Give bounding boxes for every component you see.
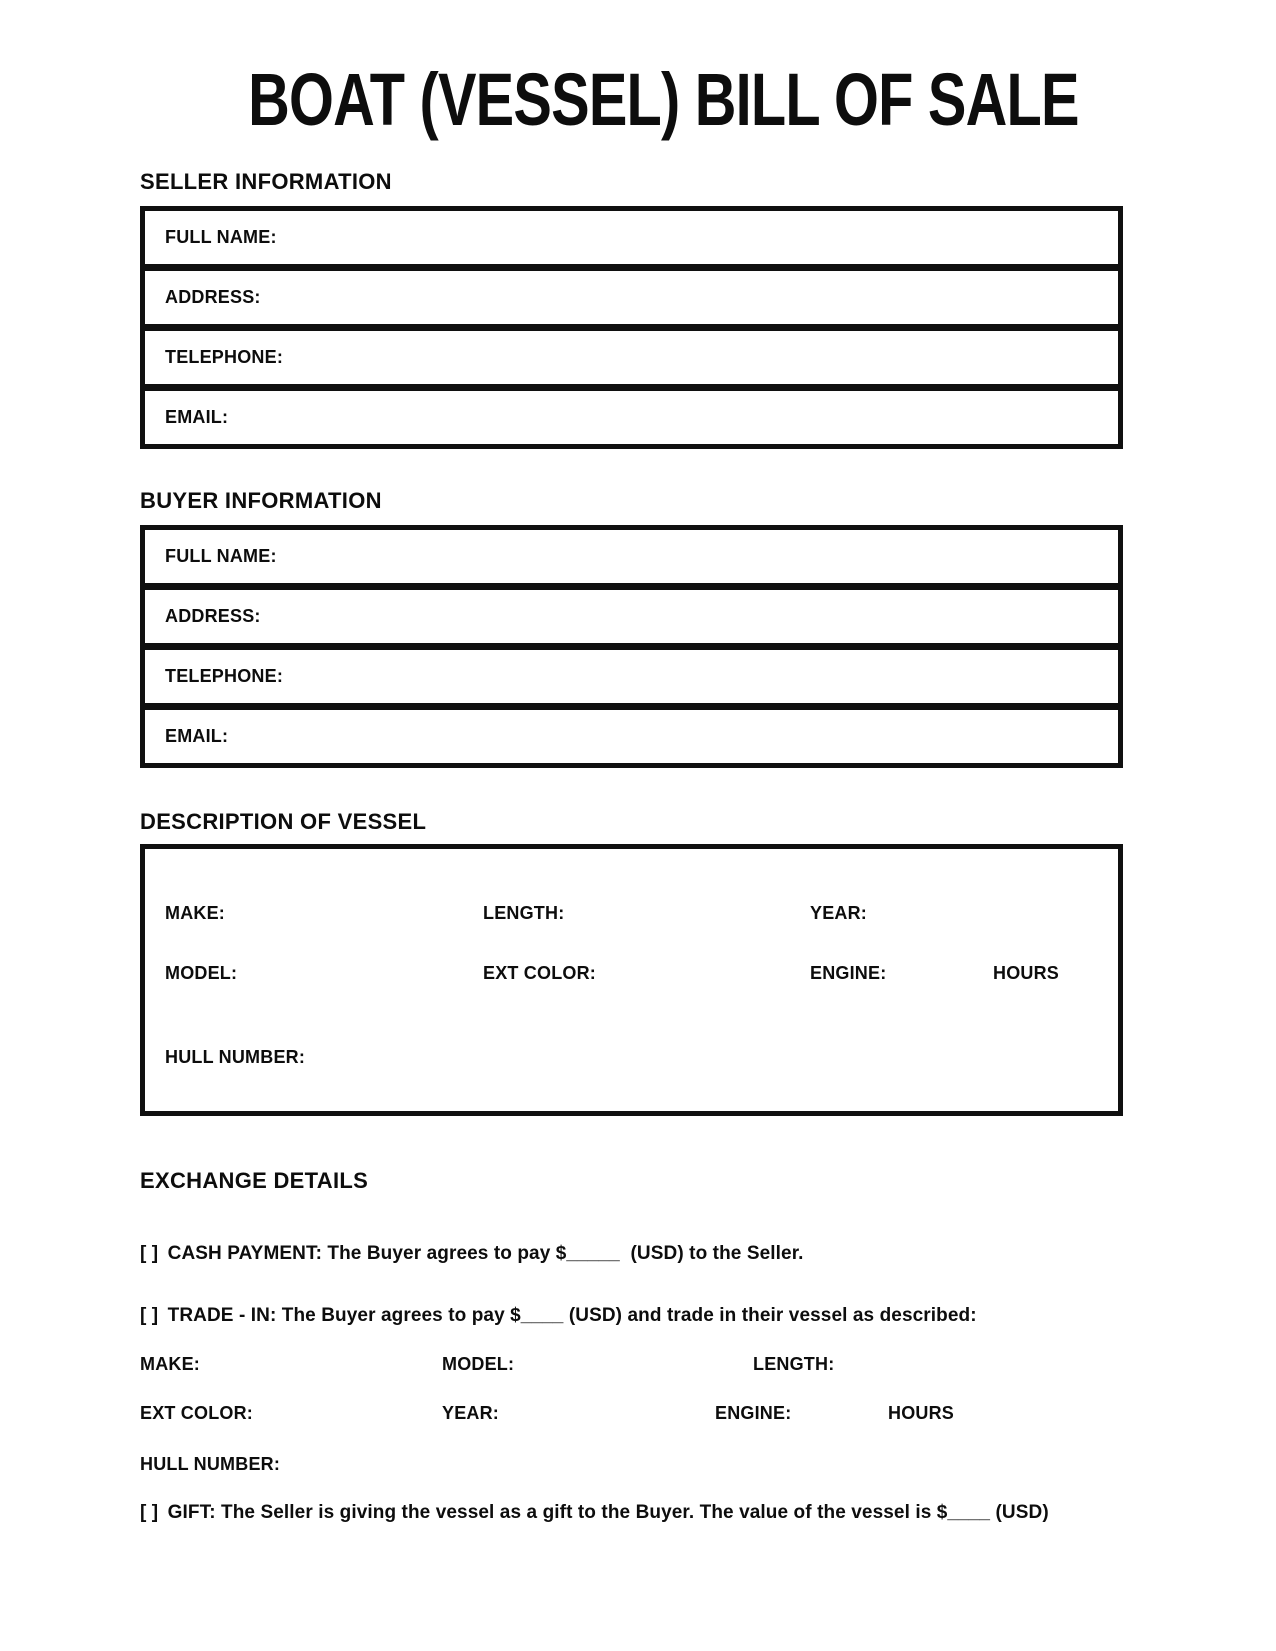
seller-email-label: EMAIL: [165, 407, 229, 427]
cash-payment-text: CASH PAYMENT: The Buyer agrees to pay $_____ (USD) to the Seller. [167, 1243, 804, 1264]
vessel-year-label: YEAR: [810, 903, 868, 923]
seller-section-heading: SELLER INFORMATION [140, 169, 392, 194]
seller-address-label: ADDRESS: [165, 287, 261, 307]
vessel-ext-color-label: EXT COLOR: [483, 963, 596, 983]
vessel-model-label: MODEL: [165, 963, 238, 983]
trade-year-label: YEAR: [442, 1403, 500, 1423]
buyer-telephone-label: TELEPHONE: [165, 666, 284, 686]
trade-hours-label: HOURS [888, 1403, 955, 1423]
trade-in-option [140, 1305, 1123, 1327]
buyer-full-name-label: FULL NAME: [165, 546, 277, 566]
page-title: BOAT (VESSEL) BILL OF SALE [248, 58, 1079, 141]
seller-fields [140, 206, 1123, 449]
vessel-hours-label: HOURS [993, 963, 1060, 983]
document-content [140, 0, 1123, 1524]
trade-in-checkbox[interactable]: [ ] [140, 1305, 159, 1326]
buyer-full-name-field[interactable] [140, 525, 1123, 588]
trade-ext-color-label: EXT COLOR: [140, 1403, 253, 1423]
trade-vessel-row-2 [140, 1402, 1123, 1424]
seller-email-field[interactable] [140, 386, 1123, 449]
buyer-fields [140, 525, 1123, 768]
trade-length-label: LENGTH: [753, 1354, 835, 1374]
trade-hull-number-label: HULL NUMBER: [140, 1454, 281, 1474]
trade-make-label: MAKE: [140, 1354, 200, 1374]
cash-payment-checkbox[interactable]: [ ] [140, 1243, 159, 1264]
vessel-make-label: MAKE: [165, 903, 225, 923]
gift-option [140, 1502, 1123, 1524]
buyer-section-heading: BUYER INFORMATION [140, 488, 382, 513]
buyer-address-label: ADDRESS: [165, 606, 261, 626]
trade-engine-label: ENGINE: [715, 1403, 792, 1423]
trade-vessel-row-3 [140, 1453, 1123, 1475]
cash-payment-option [140, 1243, 1123, 1265]
vessel-length-label: LENGTH: [483, 903, 565, 923]
buyer-email-field[interactable] [140, 705, 1123, 768]
vessel-section-heading: DESCRIPTION OF VESSEL [140, 809, 427, 834]
buyer-telephone-field[interactable] [140, 645, 1123, 708]
vessel-hull-number-label: HULL NUMBER: [165, 1047, 306, 1067]
seller-telephone-label: TELEPHONE: [165, 347, 284, 367]
vessel-description-box[interactable] [140, 844, 1123, 1116]
buyer-address-field[interactable] [140, 585, 1123, 648]
seller-address-field[interactable] [140, 266, 1123, 329]
seller-full-name-field[interactable] [140, 206, 1123, 269]
buyer-email-label: EMAIL: [165, 726, 229, 746]
gift-checkbox[interactable]: [ ] [140, 1502, 159, 1523]
trade-vessel-row-1 [140, 1353, 1123, 1375]
exchange-section-heading: EXCHANGE DETAILS [140, 1168, 369, 1193]
trade-in-text: TRADE - IN: The Buyer agrees to pay $____ (USD) and trade in their vessel as described: [167, 1305, 977, 1326]
seller-telephone-field[interactable] [140, 326, 1123, 389]
seller-full-name-label: FULL NAME: [165, 227, 277, 247]
gift-text: GIFT: The Seller is giving the vessel as a gift to the Buyer. The value of the vessel is $____ (USD) [167, 1502, 1049, 1523]
trade-model-label: MODEL: [442, 1354, 515, 1374]
vessel-engine-label: ENGINE: [810, 963, 887, 983]
